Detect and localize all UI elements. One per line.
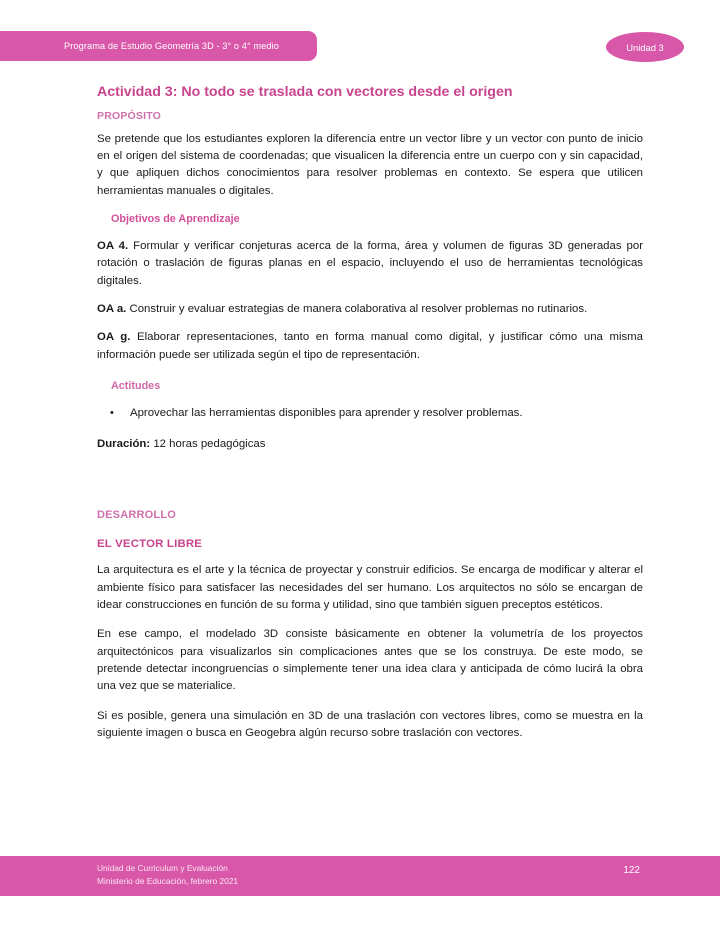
document-content <box>97 84 643 742</box>
objetivo-item <box>97 329 643 364</box>
desarrollo-paragraph: Si es posible, genera una simulación en 3D de una traslación con vectores libres, como se muestra en la siguiente imagen o busca en Geogebra algún recurso sobre traslación con vectores. <box>97 709 643 739</box>
header-banner-label: Programa de Estudio Geometría 3D - 3° o 4° medio <box>64 41 279 51</box>
page-title: Actividad 3: No todo se traslada con vectores desde el origen <box>97 84 513 100</box>
objetivo-key: OA a. <box>97 303 127 316</box>
duracion-line <box>97 436 643 453</box>
duracion-value: 12 horas pedagógicas <box>150 438 266 451</box>
desarrollo-paragraph: En ese campo, el modelado 3D consiste básicamente en obtener la volumetría de los proyectos arquitectónicos para visualizarlos sin complicaciones antes que se los construya. De este modo, se pretende detectar incongruencias o simplemente tener una idea clara y anticipada de cómo lucirá la obra una vez que se materialice. <box>97 628 643 693</box>
page-number: 122 <box>623 865 640 876</box>
list-item-text: Aprovechar las herramientas disponibles para aprender y resolver problemas. <box>130 407 523 420</box>
objetivo-text: Construir y evaluar estrategias de manera colaborativa al resolver problemas no rutinarios. <box>126 303 588 316</box>
desarrollo-paragraph: La arquitectura es el arte y la técnica de proyectar y construir edificios. Se encarga de modificar y alterar el ambiente físico para satisfacer las necesidades del ser humano. Los arquitectos no sólo se encargan de idear construcciones en función de su forma y utilidad, sino que también siguen preceptos estéticos. <box>97 564 643 611</box>
bullet-icon: • <box>110 407 114 420</box>
footer-credits <box>97 862 238 887</box>
footer-line-1: Unidad de Curriculum y Evaluación <box>97 863 228 873</box>
objetivo-text: Elaborar representaciones, tanto en forma manual como digital, y justificar cómo una misma información puede ser utilizada según el tipo de representación. <box>97 331 644 361</box>
header-banner <box>0 31 317 61</box>
objetivo-text: Formular y verificar conjeturas acerca de la forma, área y volumen de figuras 3D generadas por rotación o traslación de figuras planas en el espacio, incluyendo el uso de herramientas tecnológicas digitales. <box>97 240 643 287</box>
desarrollo-heading: DESARROLLO <box>97 509 176 522</box>
vector-libre-heading: EL VECTOR LIBRE <box>97 538 203 551</box>
proposito-heading: PROPÓSITO <box>97 109 162 122</box>
actitudes-heading: Actitudes <box>111 380 161 393</box>
objetivo-item <box>97 301 643 318</box>
objetivo-key: OA g. <box>97 331 131 344</box>
footer-banner <box>0 856 720 896</box>
footer-line-2: Ministerio de Educación, febrero 2021 <box>97 875 239 886</box>
objetivo-item <box>97 238 643 290</box>
list-item <box>110 405 643 422</box>
proposito-text: Se pretende que los estudiantes exploren la diferencia entre un vector libre y un vector con punto de inicio en el origen del sistema de coordenadas; que visualicen la diferencia entre un cuerpo con y sin capacidad, y que apliquen dichos conocimientos para resolver problemas en contexto. Se espera que utilicen herramientas manuales o digitales. <box>97 132 643 197</box>
unit-badge-label: Unidad 3 <box>626 41 664 53</box>
objetivo-key: OA 4. <box>97 240 129 253</box>
objetivos-heading: Objetivos de Aprendizaje <box>111 213 240 226</box>
unit-badge <box>606 32 684 62</box>
duracion-key: Duración: <box>97 438 151 451</box>
